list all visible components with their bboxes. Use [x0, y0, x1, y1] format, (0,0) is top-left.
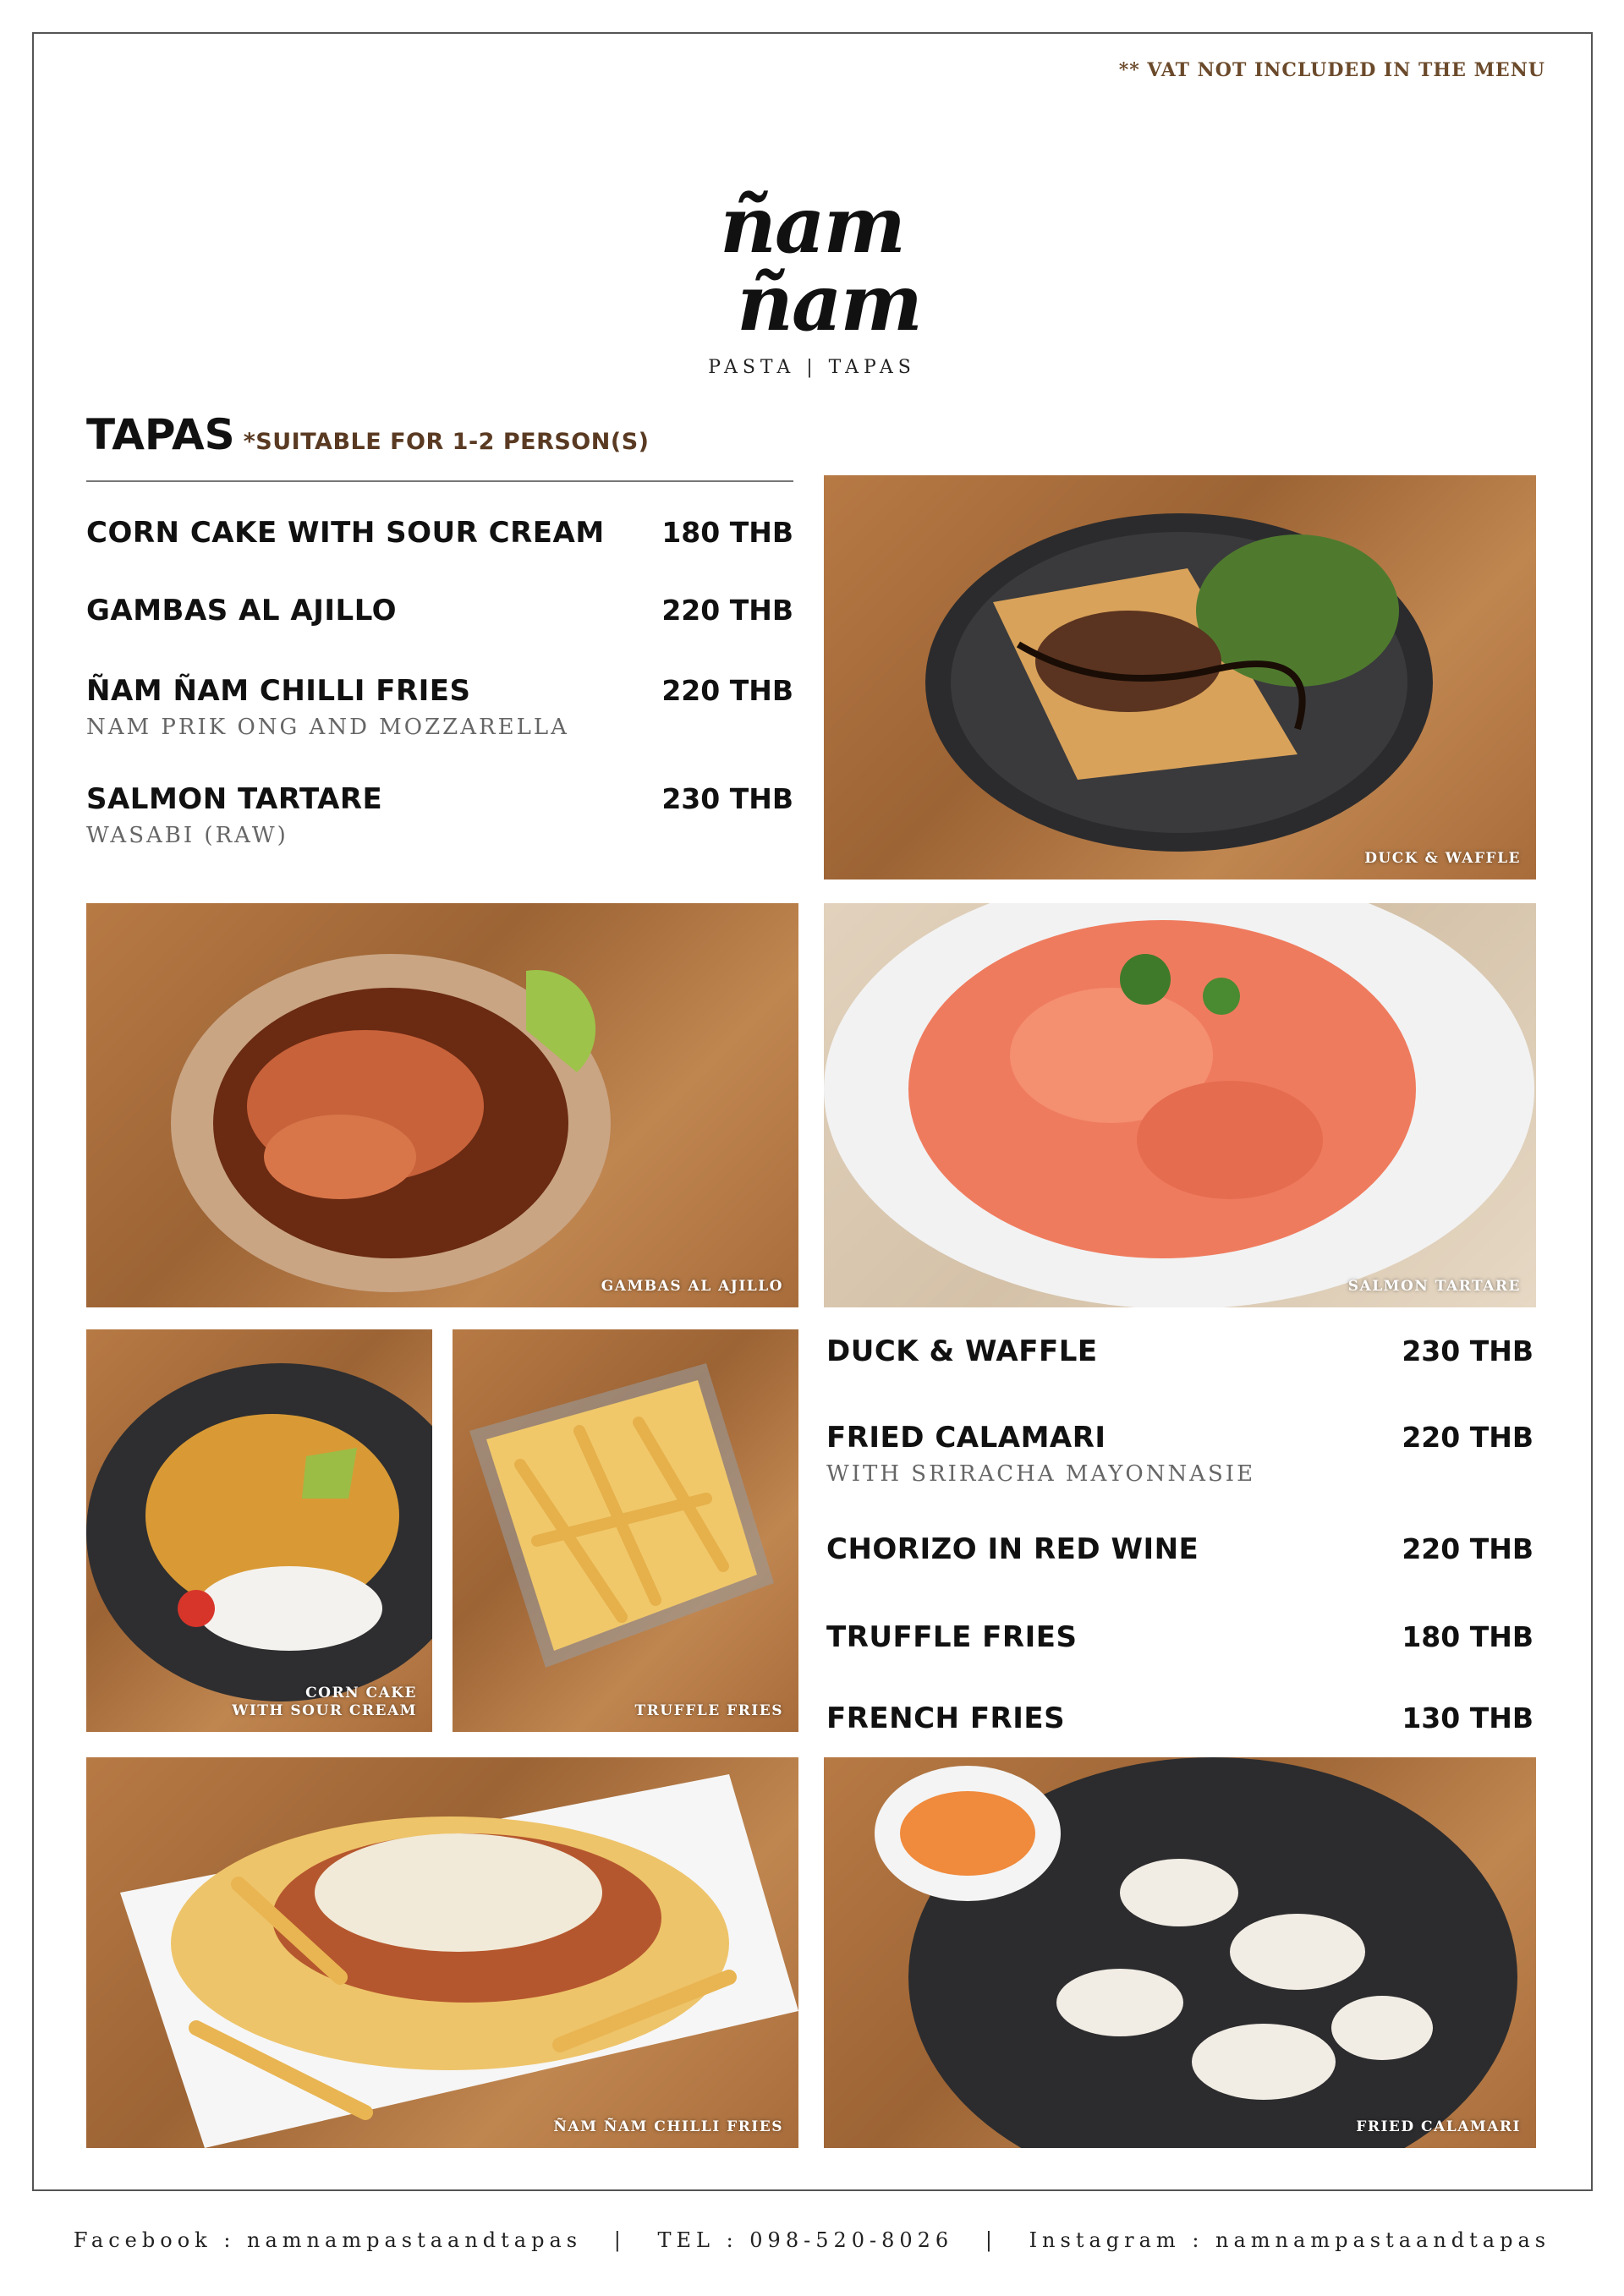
- menu-item: [826, 1334, 1533, 1402]
- section-title: TAPAS: [86, 410, 235, 459]
- divider: [86, 480, 793, 482]
- photo-salmon-tartare: [824, 903, 1536, 1307]
- item-name: SALMON TARTARE: [86, 782, 383, 816]
- instagram-handle: Instagram : namnampastaandtapas: [1029, 2228, 1551, 2252]
- calamari-illustration: [824, 1757, 1536, 2148]
- photo-truffle-fries: [453, 1329, 798, 1732]
- photo-caption: GAMBAS AL AJILLO: [601, 1278, 783, 1295]
- item-name: CORN CAKE WITH SOUR CREAM: [86, 516, 605, 550]
- gambas-illustration: [86, 903, 798, 1307]
- menu-item: [86, 516, 793, 584]
- item-desc: WASABI (RAW): [86, 823, 288, 848]
- caption-line: CORN CAKE: [305, 1685, 417, 1701]
- item-name: ÑAM ÑAM CHILLI FRIES: [86, 674, 471, 708]
- photo-caption: [232, 1685, 417, 1720]
- item-desc: NAM PRIK ONG AND MOZZARELLA: [86, 715, 569, 740]
- photo-caption: ÑAM ÑAM CHILLI FRIES: [553, 2118, 783, 2135]
- phone-number: TEL : 098-520-8026: [657, 2228, 954, 2252]
- facebook-handle: Facebook : namnampastaandtapas: [73, 2228, 583, 2252]
- logo: [660, 179, 964, 378]
- section-header: [86, 410, 649, 459]
- logo-line-2: ñam: [737, 257, 921, 348]
- item-price: 220 THB: [661, 594, 793, 627]
- item-price: 220 THB: [661, 674, 793, 707]
- corn-cake-illustration: [86, 1329, 432, 1732]
- photo-caption: TRUFFLE FRIES: [634, 1702, 783, 1719]
- menu-item: [86, 594, 793, 661]
- item-price: 230 THB: [661, 782, 793, 815]
- logo-line-1: ñam: [720, 179, 904, 271]
- section-note: *SUITABLE FOR 1-2 PERSON(S): [243, 429, 650, 455]
- menu-item: [86, 674, 793, 759]
- item-name: TRUFFLE FRIES: [826, 1620, 1078, 1654]
- salmon-illustration: [824, 903, 1536, 1307]
- item-name: FRIED CALAMARI: [826, 1421, 1106, 1455]
- item-price: 230 THB: [1402, 1334, 1533, 1367]
- item-price: 220 THB: [1402, 1421, 1533, 1454]
- footer-separator: |: [985, 2228, 997, 2252]
- footer: [0, 2228, 1624, 2252]
- photo-caption: FRIED CALAMARI: [1356, 2118, 1521, 2135]
- photo-fried-calamari: [824, 1757, 1536, 2148]
- item-name: FRENCH FRIES: [826, 1701, 1066, 1735]
- photo-caption: SALMON TARTARE: [1347, 1278, 1521, 1295]
- footer-separator: |: [613, 2228, 626, 2252]
- item-price: 180 THB: [1402, 1620, 1533, 1653]
- item-price: 130 THB: [1402, 1701, 1533, 1734]
- item-desc: WITH SRIRACHA MAYONNASIE: [826, 1461, 1256, 1487]
- menu-item: [826, 1620, 1533, 1688]
- menu-item: [826, 1532, 1533, 1600]
- menu-item: [826, 1421, 1533, 1505]
- item-name: CHORIZO IN RED WINE: [826, 1532, 1199, 1566]
- duck-waffle-illustration: [824, 475, 1536, 879]
- photo-caption: DUCK & WAFFLE: [1364, 850, 1521, 867]
- photo-corn-cake: [86, 1329, 432, 1732]
- menu-item: [86, 782, 793, 867]
- vat-note: ** VAT NOT INCLUDED IN THE MENU: [1118, 59, 1545, 81]
- photo-gambas: [86, 903, 798, 1307]
- item-name: GAMBAS AL AJILLO: [86, 594, 398, 627]
- item-price: 180 THB: [661, 516, 793, 549]
- chilli-fries-illustration: [86, 1757, 798, 2148]
- logo-subtitle: PASTA | TAPAS: [708, 357, 916, 378]
- caption-line: WITH SOUR CREAM: [232, 1702, 417, 1719]
- photo-duck-waffle: [824, 475, 1536, 879]
- photo-chilli-fries: [86, 1757, 798, 2148]
- item-name: DUCK & WAFFLE: [826, 1334, 1098, 1368]
- item-price: 220 THB: [1402, 1532, 1533, 1565]
- truffle-fries-illustration: [453, 1329, 798, 1732]
